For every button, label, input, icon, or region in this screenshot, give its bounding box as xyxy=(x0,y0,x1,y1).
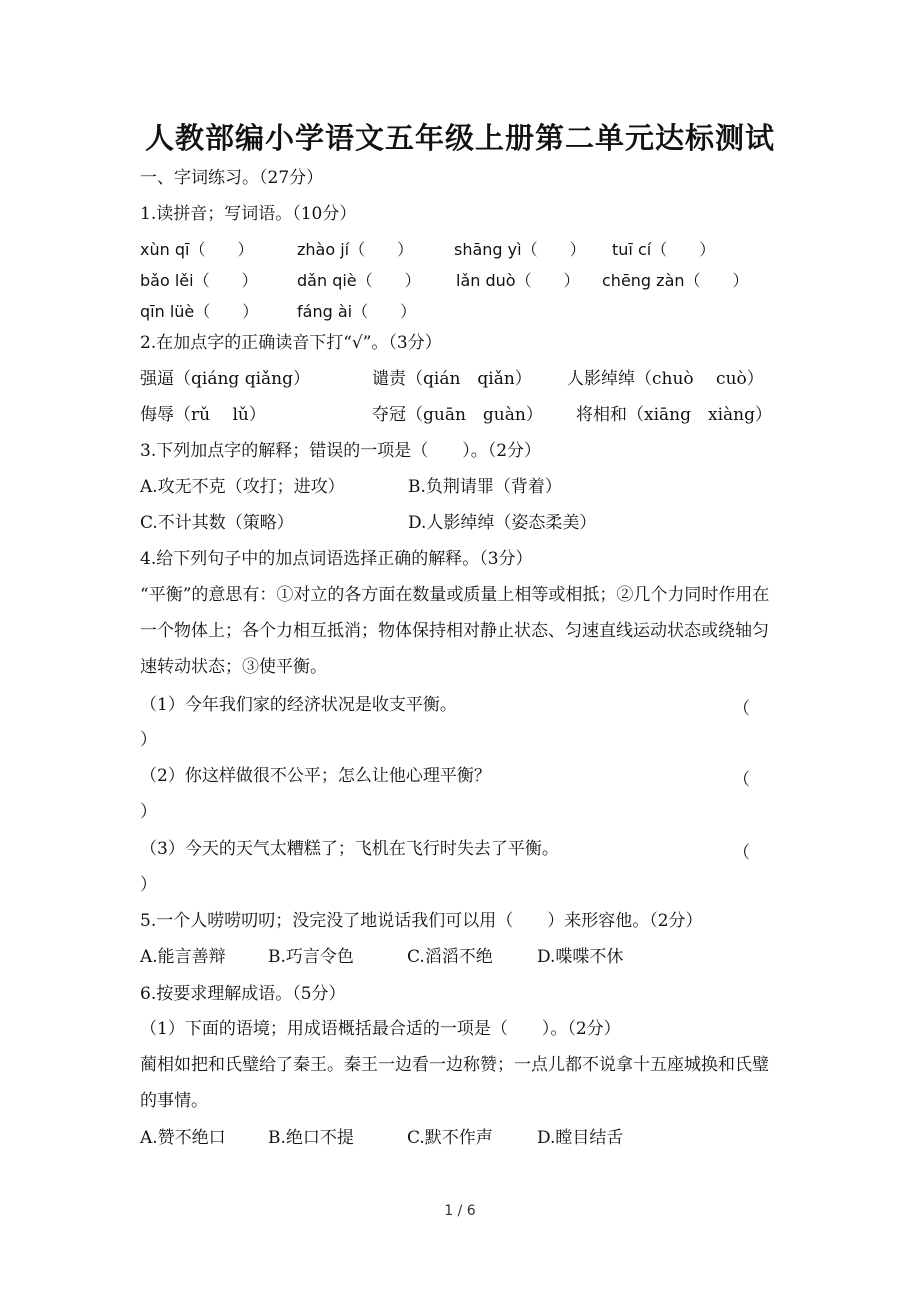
question-2-heading: 2.在加点字的正确读音下打“√”。（3分） xyxy=(140,333,442,353)
answer-close-paren: ） xyxy=(140,875,157,895)
pinyin-item: tuī cí（ ） xyxy=(612,240,716,259)
option-d: D.瞠目结舌 xyxy=(537,1128,624,1148)
question-1-heading: 1.读拼音；写词语。（10分） xyxy=(140,204,357,224)
question-4-heading: 4.给下列句子中的加点词语选择正确的解释。（3分） xyxy=(140,549,533,569)
pinyin-item: bǎo lěi（ ） xyxy=(140,271,258,290)
question-6-heading: 6.按要求理解成语。（5分） xyxy=(140,984,346,1004)
pronunciation-item: 谴责（qián qiǎn） xyxy=(372,369,532,389)
sentence-1: （1）今年我们家的经济状况是收支平衡。 xyxy=(140,695,457,715)
sentence-3: （3）今天的天气太糟糕了；飞机在飞行时失去了平衡。 xyxy=(140,839,559,859)
section-heading: 一、字词练习。（27分） xyxy=(140,168,324,188)
pinyin-item: zhào jí（ ） xyxy=(297,240,414,259)
option-d: D.喋喋不休 xyxy=(537,947,624,967)
answer-close-paren: ） xyxy=(140,802,157,822)
answer-close-paren: ） xyxy=(140,730,157,750)
option-a: A.赞不绝口 xyxy=(140,1128,226,1148)
pinyin-item: dǎn qiè（ ） xyxy=(297,271,421,290)
option-a: A.攻无不克（攻打；进攻） xyxy=(140,477,345,497)
option-d: D.人影绰绰（姿态柔美） xyxy=(408,513,597,533)
pinyin-item: qīn lüè（ ） xyxy=(140,302,259,321)
option-b: B.绝口不提 xyxy=(268,1128,354,1148)
answer-open-paren: （ xyxy=(733,843,750,863)
option-b: B.巧言令色 xyxy=(268,947,354,967)
answer-open-paren: （ xyxy=(733,770,750,790)
page-title: 人教部编小学语文五年级上册第二单元达标测试 xyxy=(144,121,775,155)
page-number: 1 / 6 xyxy=(444,1203,476,1219)
pinyin-item: xùn qī（ ） xyxy=(140,240,254,259)
pronunciation-item: 人影绰绰（chuò cuò） xyxy=(567,369,764,389)
question-3-heading: 3.下列加点字的解释；错误的一项是（ ）。（2分） xyxy=(140,441,542,461)
pinyin-item: shāng yì（ ） xyxy=(454,240,586,259)
pronunciation-item: 将相和（xiāng xiàng） xyxy=(576,405,772,425)
pronunciation-item: 侮辱（rǔ lǔ） xyxy=(140,405,266,425)
pinyin-item: lǎn duò（ ） xyxy=(456,271,580,290)
pinyin-item: fáng ài（ ） xyxy=(297,302,417,321)
option-c: C.默不作声 xyxy=(407,1128,493,1148)
pinyin-item: chēng zàn（ ） xyxy=(602,271,749,290)
pronunciation-item: 强逼（qiáng qiǎng） xyxy=(140,369,310,389)
option-c: C.滔滔不绝 xyxy=(407,947,493,967)
option-a: A.能言善辩 xyxy=(140,947,226,967)
question-6-sub-1: （1）下面的语境；用成语概括最合适的一项是（ ）。（2分） xyxy=(140,1019,621,1039)
definition-paragraph: “平衡”的意思有：①对立的各方面在数量或质量上相等或相抵；②几个力同时作用在一个物体上；各个力相互抵消；物体保持相对静止状态、匀速直线运动状态或绕轴匀速转动状态；③使平衡。 xyxy=(140,585,770,677)
option-c: C.不计其数（策略） xyxy=(140,513,294,533)
pronunciation-item: 夺冠（guān guàn） xyxy=(372,405,543,425)
sentence-2: （2）你这样做很不公平；怎么让他心理平衡？ xyxy=(140,766,491,786)
option-b: B.负荆请罪（背着） xyxy=(408,477,562,497)
question-5-heading: 5.一个人唠唠叨叨；没完没了地说话我们可以用（ ）来形容他。（2分） xyxy=(140,911,703,931)
context-paragraph: 蔺相如把和氏璧给了秦王。秦王一边看一边称赞；一点儿都不说拿十五座城换和氏璧的事情。 xyxy=(140,1055,769,1111)
answer-open-paren: （ xyxy=(733,699,750,719)
